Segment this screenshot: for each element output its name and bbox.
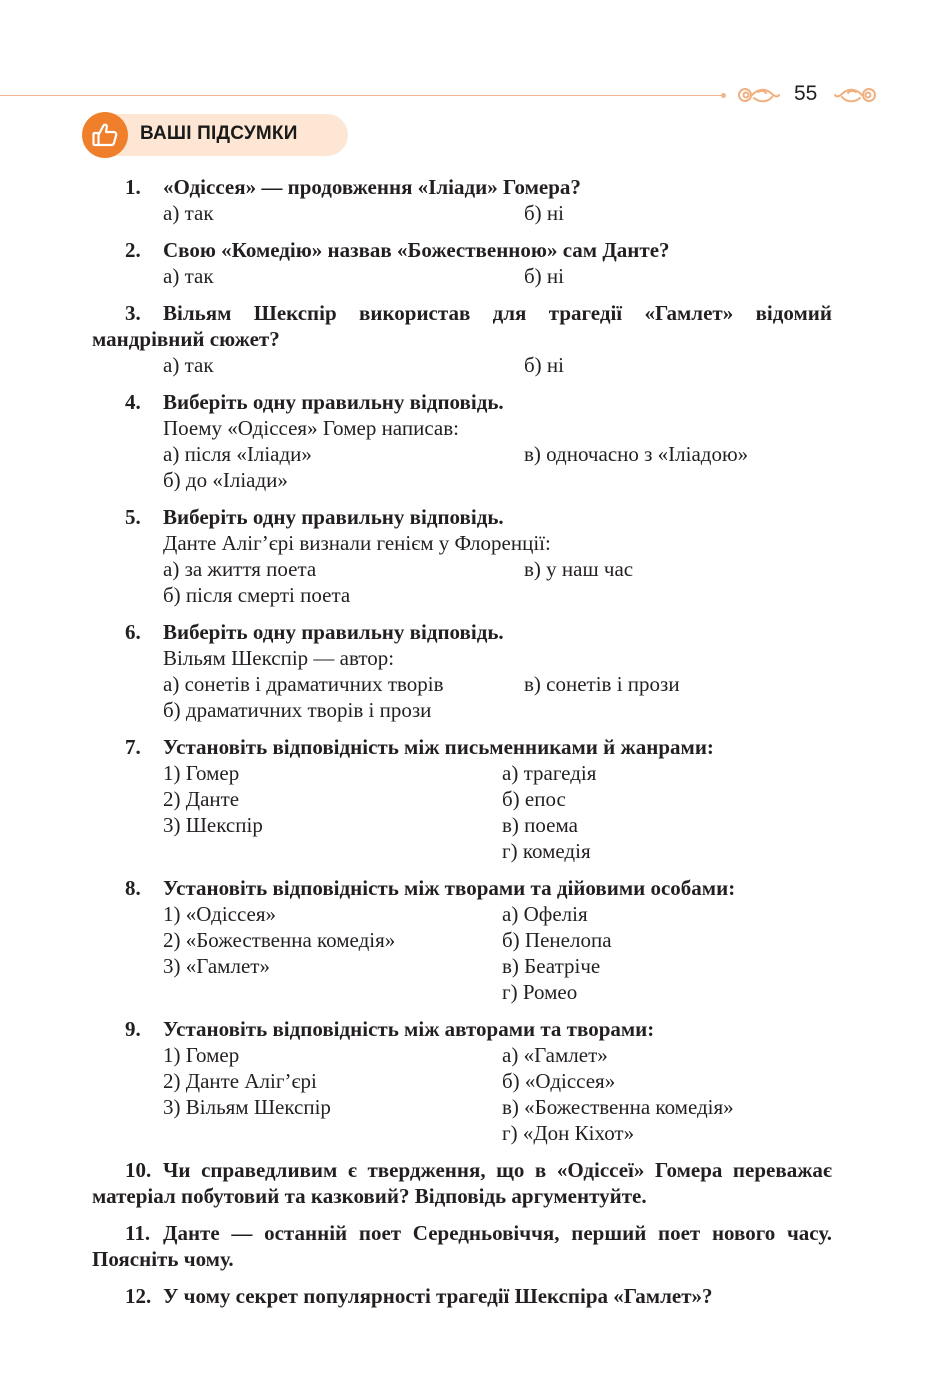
question-number: 5. <box>125 505 141 529</box>
answer-option: в) у наш час <box>524 557 634 581</box>
match-right-item: г) Ромео <box>502 980 578 1004</box>
question-text <box>92 1016 832 1042</box>
match-right-item: б) епос <box>502 787 566 811</box>
answer-row <box>92 979 832 1005</box>
answer-row <box>92 582 832 608</box>
question-number: 2. <box>125 238 141 262</box>
question-text <box>92 237 832 263</box>
match-left-item: 1) «Одіссея» <box>163 902 277 926</box>
match-right-item: в) поема <box>502 813 578 837</box>
match-left-item: 3) «Гамлет» <box>163 954 270 978</box>
question-5 <box>92 504 832 608</box>
question-12 <box>92 1283 832 1309</box>
match-right-item: г) комедія <box>502 839 591 863</box>
flourish-right-icon <box>832 84 878 106</box>
answer-option: б) після смерті поета <box>163 583 351 607</box>
question-prompt: У чому секрет популярності трагедії Шекспіра «Гамлет»? <box>163 1284 713 1308</box>
question-prompt: Виберіть одну правильну відповідь. <box>163 390 504 414</box>
answer-row <box>92 671 832 697</box>
question-text <box>92 875 832 901</box>
question-prompt: Вільям Шекспір використав для трагедії «Гамлет» відомий мандрівний сюжет? <box>92 301 832 351</box>
answer-option: а) сонетів і драматичних творів <box>163 672 444 696</box>
question-11 <box>92 1220 832 1272</box>
badge-icon-circle <box>82 112 128 158</box>
question-3 <box>92 300 832 378</box>
question-number: 9. <box>125 1017 141 1041</box>
question-number: 3. <box>125 301 141 325</box>
answer-row <box>92 812 832 838</box>
question-number: 10. <box>125 1158 152 1182</box>
answer-row <box>92 1068 832 1094</box>
match-left-item: 1) Гомер <box>163 761 240 785</box>
answer-row <box>92 1120 832 1146</box>
question-prompt: Установіть відповідність між авторами та творами: <box>163 1017 655 1041</box>
match-left-item: 3) Вільям Шекспір <box>163 1095 331 1119</box>
answer-row <box>92 1094 832 1120</box>
answer-option: б) ні <box>524 264 565 288</box>
header-rule-dot <box>721 93 726 98</box>
question-prompt: Данте — останній поет Середньовіччя, перший поет нового часу. Поясніть чому. <box>92 1221 832 1271</box>
question-prompt: Свою «Комедію» назвав «Божественною» сам Данте? <box>163 238 670 262</box>
match-left-item: 2) Данте <box>163 787 240 811</box>
match-right-item: а) Офелія <box>502 902 588 926</box>
question-number: 8. <box>125 876 141 900</box>
match-right-item: а) «Гамлет» <box>502 1043 608 1067</box>
question-8 <box>92 875 832 1005</box>
question-4 <box>92 389 832 493</box>
thumbs-up-icon <box>91 121 119 149</box>
question-number: 12. <box>125 1284 152 1308</box>
answer-row <box>92 697 832 723</box>
question-7 <box>92 734 832 864</box>
answer-option: а) так <box>163 353 214 377</box>
question-text <box>92 619 832 645</box>
answer-option: б) ні <box>524 353 565 377</box>
match-right-item: в) «Божественна комедія» <box>502 1095 734 1119</box>
answer-row <box>92 786 832 812</box>
match-left-item: 1) Гомер <box>163 1043 240 1067</box>
match-right-item: б) Пенелопа <box>502 928 612 952</box>
question-6 <box>92 619 832 723</box>
question-text <box>92 1157 832 1209</box>
question-text <box>92 1283 832 1309</box>
question-number: 7. <box>125 735 141 759</box>
match-left-item: 3) Шекспір <box>163 813 263 837</box>
answer-option: в) сонетів і прози <box>524 672 680 696</box>
answer-option: в) одночасно з «Іліадою» <box>524 442 749 466</box>
answer-row <box>92 953 832 979</box>
answer-option: а) так <box>163 201 214 225</box>
question-prompt: Чи справедливим є твердження, що в «Одіссеї» Гомера переважає матеріал побутовий та казковий? Відповідь аргументуйте. <box>92 1158 832 1208</box>
question-text <box>92 174 832 200</box>
match-right-item: в) Беатріче <box>502 954 601 978</box>
match-right-item: а) трагедія <box>502 761 597 785</box>
answer-option: а) після «Іліади» <box>163 442 312 466</box>
answer-row <box>92 927 832 953</box>
answer-row <box>92 1042 832 1068</box>
answer-row <box>92 352 832 378</box>
answer-option: а) за життя поета <box>163 557 317 581</box>
question-intro: Поему «Одіссея» Гомер написав: <box>163 416 459 440</box>
answer-row <box>92 901 832 927</box>
questions-list <box>92 174 832 1320</box>
answer-row <box>92 838 832 864</box>
question-number: 11. <box>125 1221 151 1245</box>
flourish-left-icon <box>736 84 780 106</box>
question-text <box>92 504 832 530</box>
question-text <box>92 300 832 352</box>
answer-row <box>92 556 832 582</box>
question-text <box>92 389 832 415</box>
answer-row <box>92 441 832 467</box>
match-left-item: 2) «Божественна комедія» <box>163 928 396 952</box>
question-10 <box>92 1157 832 1209</box>
section-badge <box>82 112 350 158</box>
question-text <box>92 1220 832 1272</box>
match-right-item: б) «Одіссея» <box>502 1069 616 1093</box>
question-number: 1. <box>125 175 141 199</box>
question-prompt: Виберіть одну правильну відповідь. <box>163 505 504 529</box>
question-2 <box>92 237 832 289</box>
answer-option: а) так <box>163 264 214 288</box>
answer-option: б) ні <box>524 201 565 225</box>
answer-row <box>92 467 832 493</box>
section-title: ВАШІ ПІДСУМКИ <box>140 123 298 144</box>
match-left-item: 2) Данте Аліг’єрі <box>163 1069 317 1093</box>
header-rule <box>0 95 722 96</box>
question-number: 6. <box>125 620 141 644</box>
question-prompt: Установіть відповідність між письменниками й жанрами: <box>163 735 714 759</box>
answer-row <box>92 200 832 226</box>
answer-option: б) до «Іліади» <box>163 468 288 492</box>
question-text <box>92 734 832 760</box>
question-intro: Данте Аліг’єрі визнали генієм у Флоренції: <box>163 531 551 555</box>
answer-row <box>92 760 832 786</box>
page-number: 55 <box>794 82 818 105</box>
answer-row <box>92 263 832 289</box>
question-9 <box>92 1016 832 1146</box>
question-intro: Вільям Шекспір — автор: <box>163 646 395 670</box>
question-1 <box>92 174 832 226</box>
question-prompt: Виберіть одну правильну відповідь. <box>163 620 504 644</box>
match-right-item: г) «Дон Кіхот» <box>502 1121 635 1145</box>
question-number: 4. <box>125 390 141 414</box>
answer-option: б) драматичних творів і прози <box>163 698 432 722</box>
question-prompt: Установіть відповідність між творами та дійовими особами: <box>163 876 736 900</box>
question-prompt: «Одіссея» — продовження «Іліади» Гомера? <box>163 175 581 199</box>
